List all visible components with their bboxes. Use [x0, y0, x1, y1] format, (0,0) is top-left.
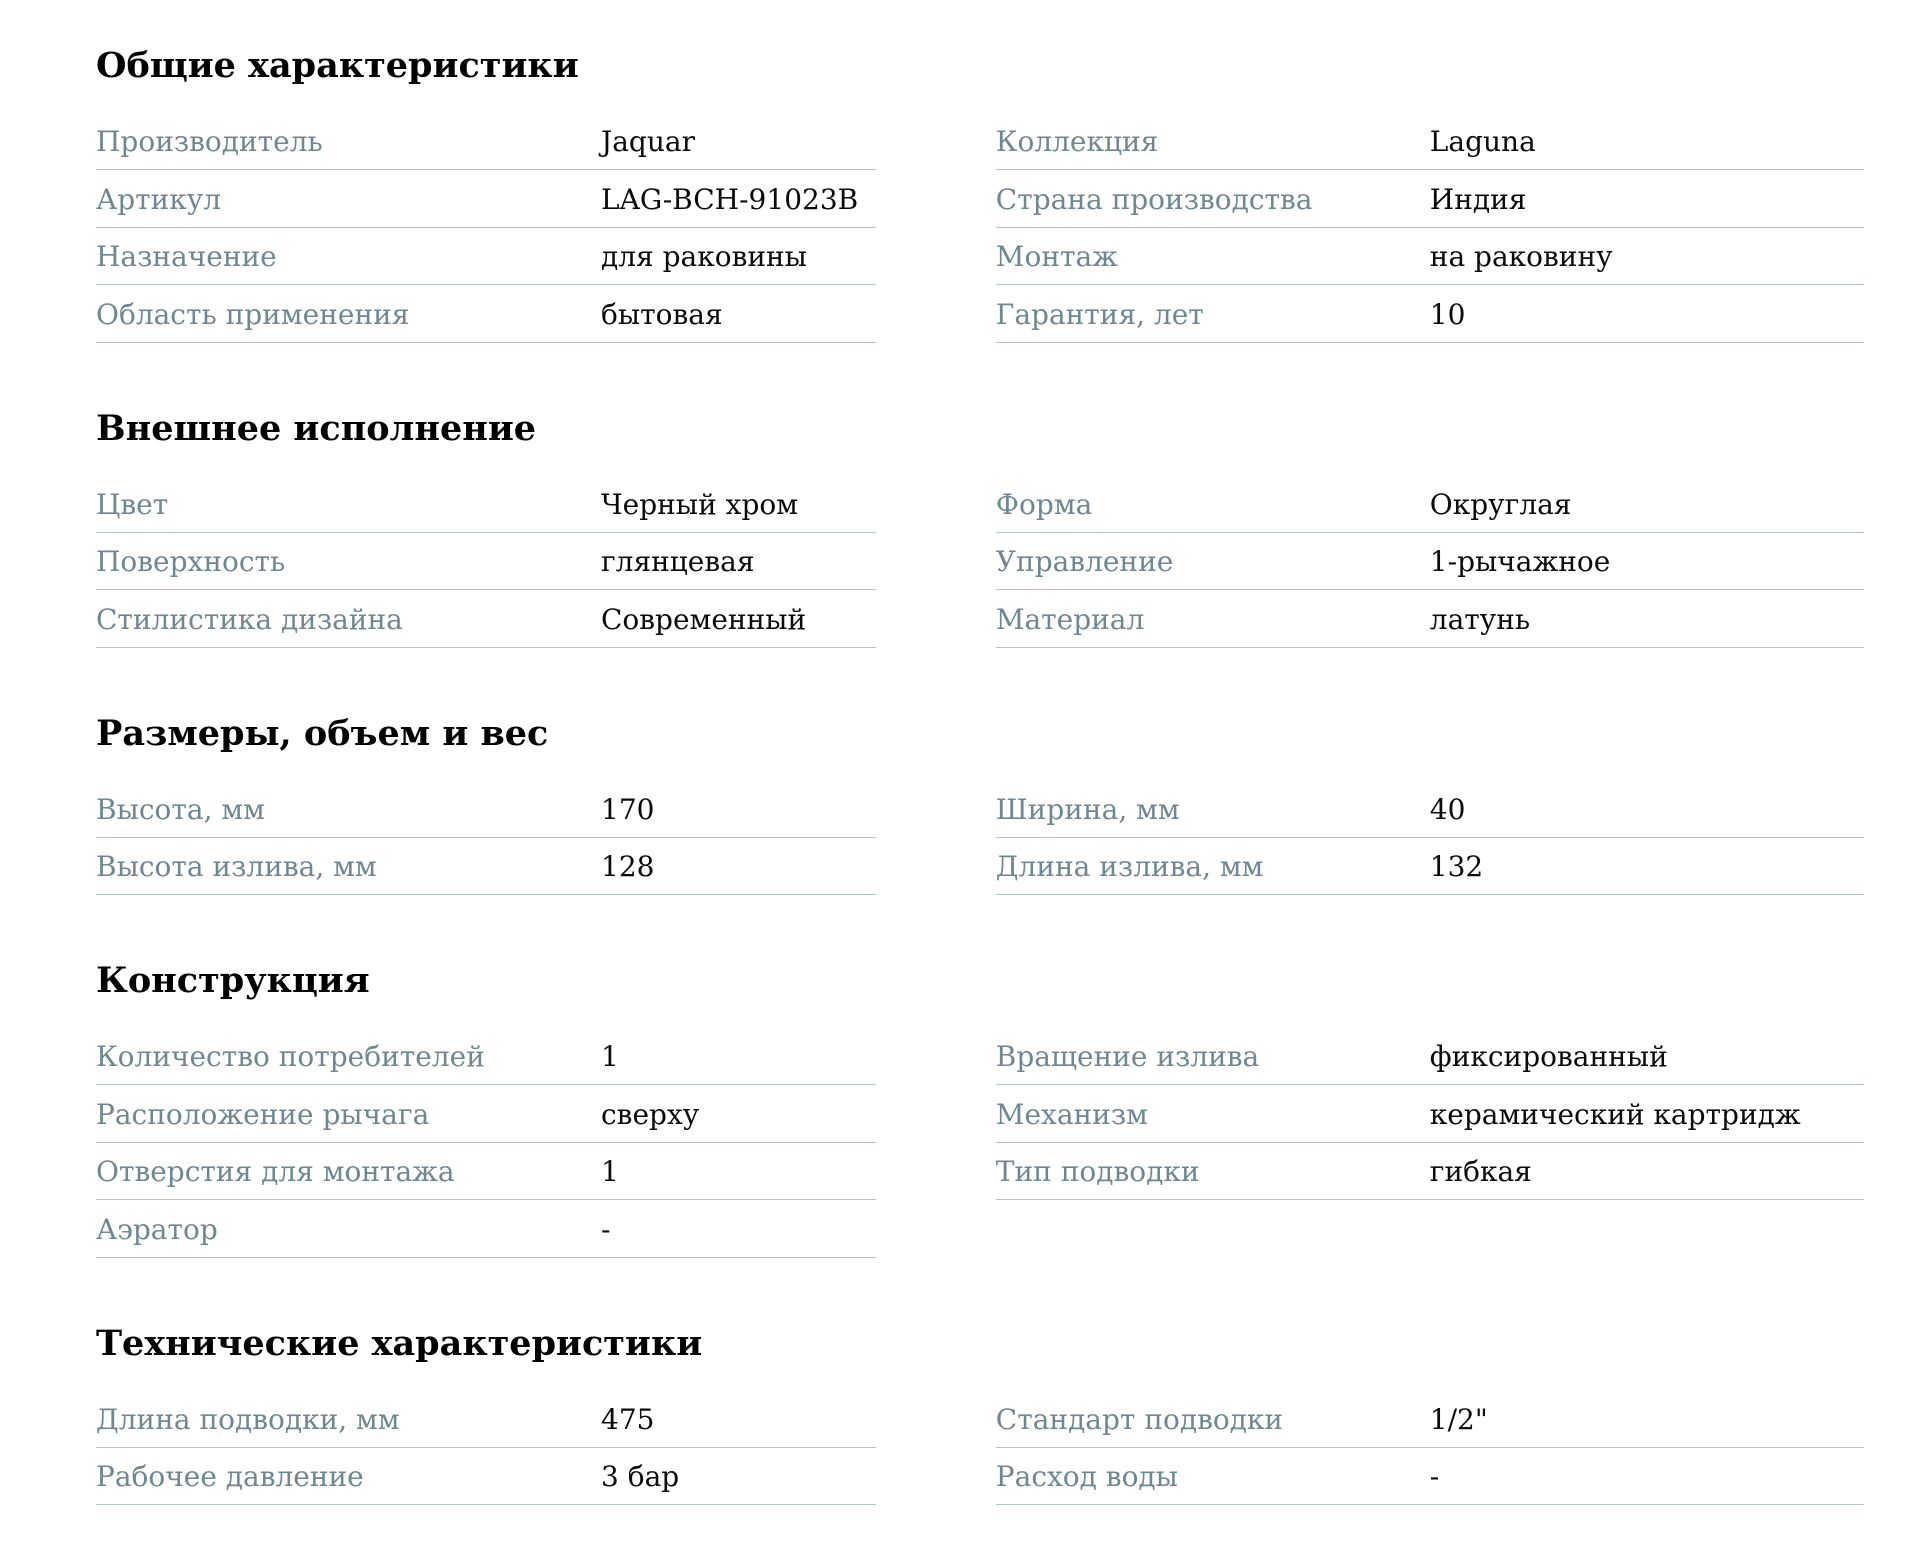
spec-row — [996, 1029, 1864, 1085]
spec-value: 3 бар — [601, 1460, 680, 1493]
section-title: Технические характеристики — [96, 1322, 703, 1364]
section-dimensions — [96, 708, 1864, 896]
spec-row — [996, 534, 1864, 590]
specs-column-left — [96, 1029, 876, 1258]
section-title: Внешнее исполнение — [96, 407, 537, 449]
spec-value: для раковины — [601, 240, 807, 273]
spec-value: фиксированный — [1429, 1040, 1668, 1073]
spec-row — [96, 1029, 876, 1085]
section-construction — [96, 955, 1864, 1258]
spec-row — [996, 592, 1864, 648]
spec-row — [96, 592, 876, 648]
spec-label: Расход воды — [995, 1460, 1178, 1493]
spec-label: Назначение — [96, 240, 277, 273]
spec-row — [96, 1392, 876, 1448]
specs-column-right — [996, 782, 1864, 896]
spec-value: Индия — [1429, 182, 1527, 216]
section-title: Конструкция — [96, 960, 370, 1001]
section-title: Общие характеристики — [96, 45, 579, 86]
specs-column-left — [96, 477, 876, 648]
spec-value: на раковину — [1429, 240, 1613, 273]
spec-row — [996, 477, 1864, 533]
specs-column-right — [996, 1029, 1864, 1258]
spec-row — [96, 1449, 876, 1505]
spec-value: гибкая — [1429, 1155, 1532, 1188]
spec-value: Черный хром — [601, 487, 798, 521]
specs-page — [96, 40, 1864, 1565]
spec-value: 1-рычажное — [1429, 545, 1611, 578]
spec-label: Количество потребителей — [96, 1040, 485, 1073]
spec-value: бытовая — [601, 297, 723, 331]
spec-label: Ширина, мм — [995, 792, 1180, 826]
spec-value: - — [601, 1212, 611, 1246]
spec-label: Механизм — [995, 1097, 1148, 1131]
spec-label: Отверстия для монтажа — [96, 1155, 455, 1188]
spec-label: Область применения — [96, 297, 410, 331]
spec-value: 128 — [601, 850, 655, 883]
section-technical — [96, 1318, 1864, 1506]
spec-value: 10 — [1429, 297, 1466, 331]
spec-label: Артикул — [96, 182, 222, 216]
spec-label: Поверхность — [96, 545, 286, 578]
specs-column-right — [996, 114, 1864, 343]
spec-row — [996, 287, 1864, 343]
spec-value: Laguna — [1429, 125, 1536, 158]
spec-row — [996, 114, 1864, 170]
spec-label: Стилистика дизайна — [96, 602, 403, 636]
specs-column-left — [96, 114, 876, 343]
spec-value: 1 — [601, 1155, 619, 1188]
spec-row — [96, 172, 876, 228]
spec-row — [96, 114, 876, 170]
spec-value: 170 — [601, 792, 655, 826]
spec-label: Вращение излива — [995, 1040, 1260, 1073]
spec-value: 40 — [1429, 792, 1466, 826]
specs-column-left — [96, 1392, 876, 1506]
spec-label: Расположение рычага — [96, 1097, 430, 1131]
spec-label: Тип подводки — [995, 1155, 1200, 1188]
spec-value: Округлая — [1429, 487, 1572, 521]
spec-value: 475 — [601, 1402, 655, 1436]
spec-label: Монтаж — [995, 240, 1118, 273]
section-general — [96, 40, 1864, 343]
spec-label: Управление — [995, 545, 1174, 578]
spec-row — [96, 782, 876, 838]
spec-label: Цвет — [96, 487, 169, 521]
spec-value: - — [1429, 1460, 1440, 1493]
spec-label: Страна производства — [995, 182, 1313, 216]
spec-label: Форма — [995, 487, 1093, 521]
spec-value: 1/2" — [1429, 1402, 1488, 1436]
spec-value: глянцевая — [601, 545, 755, 578]
spec-value: керамический картридж — [1429, 1097, 1801, 1131]
spec-label: Гарантия, лет — [995, 297, 1204, 331]
specs-column-right — [996, 1392, 1864, 1506]
spec-row — [996, 839, 1864, 895]
spec-value: Jaquar — [601, 125, 695, 158]
spec-label: Производитель — [96, 125, 323, 158]
spec-row — [996, 1392, 1864, 1448]
spec-row — [996, 782, 1864, 838]
spec-row — [996, 1449, 1864, 1505]
spec-value: Современный — [601, 602, 807, 636]
specs-column-left — [96, 782, 876, 896]
spec-row — [96, 1087, 876, 1143]
spec-row — [996, 1144, 1864, 1200]
spec-row — [96, 477, 876, 533]
spec-label: Стандарт подводки — [995, 1402, 1284, 1436]
section-appearance — [96, 403, 1864, 648]
section-title: Размеры, объем и вес — [96, 712, 549, 754]
specs-column-right — [996, 477, 1864, 648]
spec-label: Аэратор — [96, 1212, 218, 1246]
spec-row — [96, 534, 876, 590]
spec-value: сверху — [601, 1097, 700, 1131]
spec-label: Длина излива, мм — [995, 850, 1264, 883]
spec-value: 132 — [1429, 850, 1484, 883]
spec-row — [96, 1202, 876, 1258]
spec-label: Высота излива, мм — [96, 850, 377, 883]
spec-label: Высота, мм — [96, 792, 265, 826]
spec-label: Коллекция — [995, 125, 1159, 158]
spec-row — [96, 287, 876, 343]
spec-row — [96, 229, 876, 285]
spec-label: Материал — [995, 602, 1145, 636]
spec-label: Рабочее давление — [96, 1460, 364, 1493]
spec-row — [996, 172, 1864, 228]
spec-row — [96, 1144, 876, 1200]
spec-row — [996, 229, 1864, 285]
spec-row — [96, 839, 876, 895]
spec-row — [996, 1087, 1864, 1143]
spec-value: 1 — [601, 1040, 619, 1073]
spec-value: LAG-BCH-91023B — [601, 182, 859, 216]
spec-label: Длина подводки, мм — [96, 1402, 400, 1436]
spec-value: латунь — [1429, 602, 1531, 636]
